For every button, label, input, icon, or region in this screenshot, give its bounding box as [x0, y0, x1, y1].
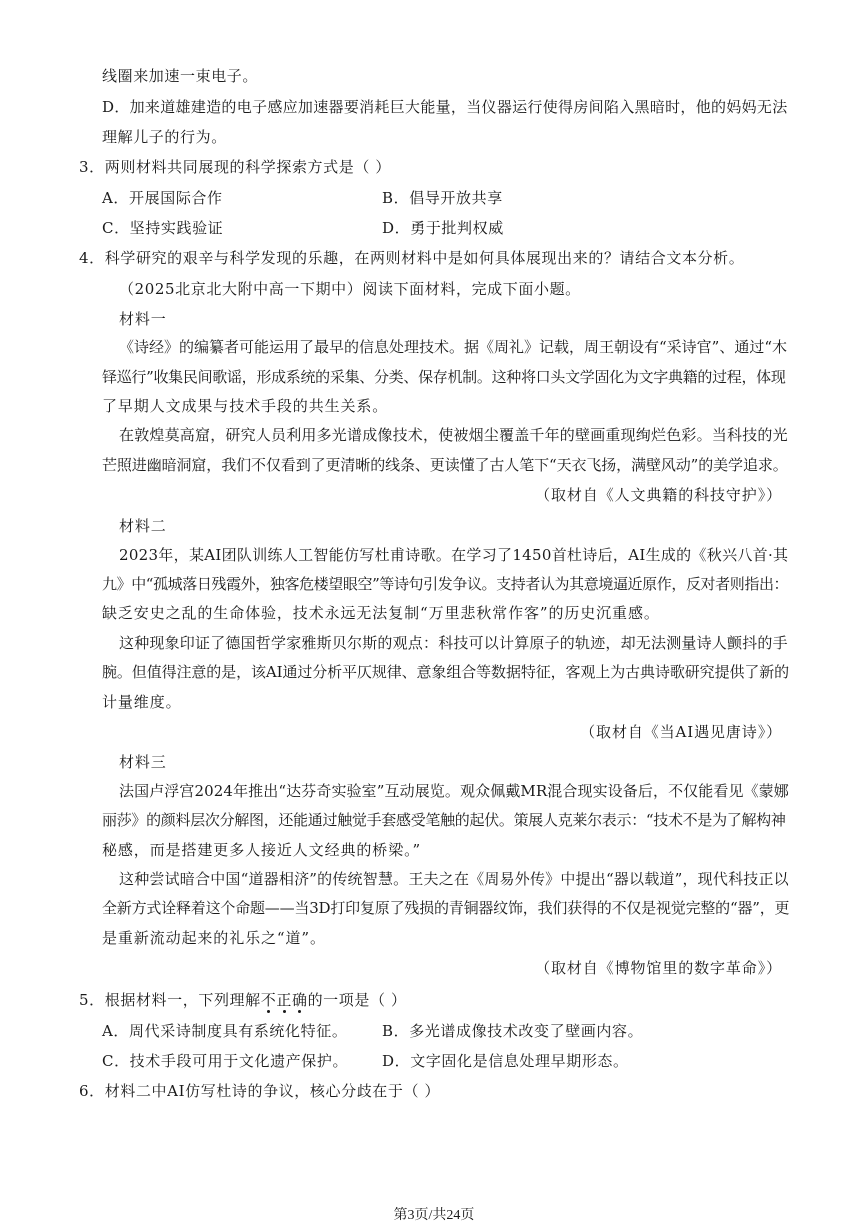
- material-2-line: 计量维度。: [102, 693, 182, 711]
- material-2-line: 九》中“孤城落日残霞外，独客危楼望眼空”等诗句引发争议。支持者认为其意境逼近原作，反对者则指出：: [102, 575, 789, 593]
- material-2-line: 这种现象印证了德国哲学家雅斯贝尔斯的观点：科技可以计算原子的轨迹，却无法测量诗人颤抖的手: [119, 634, 788, 652]
- q5-option-a: A．周代采诗制度具有系统化特征。: [102, 1022, 348, 1040]
- q5-stem: [79, 990, 407, 1010]
- q5-option-d: D．文字固化是信息处理早期形态。: [382, 1052, 629, 1070]
- material-3-line: 是重新流动起来的礼乐之“道”。: [102, 929, 326, 947]
- q5-option-c: C．技术手段可用于文化遗产保护。: [102, 1052, 349, 1070]
- material-3-source: （取材自《博物馆里的数字革命》）: [535, 959, 782, 977]
- material-2-line: 2023年，某AI团队训练人工智能仿写杜甫诗歌。在学习了1450首杜诗后，AI生成的《秋兴八首·其: [119, 546, 789, 564]
- material-1-line: 在敦煌莫高窟，研究人员利用多光谱成像技术，使被烟尘覆盖千年的壁画重现绚烂色彩。当科技的光: [119, 426, 788, 444]
- material-1-title: 材料一: [119, 310, 167, 328]
- page-number: 第3页/共24页: [393, 1208, 475, 1223]
- material-3-line: 全新方式诠释着这个命题——当3D打印复原了残损的青铜器纹饰，我们获得的不仅是视觉完整的“器”，更: [102, 899, 790, 917]
- emphasis-dot-char: 正: [276, 991, 292, 1009]
- material-1-line: 了早期人文成果与技术手段的共生关系。: [102, 397, 389, 415]
- material-3-line: 这种尝试暗合中国“道器相济”的传统智慧。王夫之在《周易外传》中提出“器以载道”，现代科技正以: [119, 870, 789, 888]
- emphasis-dot-char: 确: [291, 991, 308, 1009]
- q3-option-c: C．坚持实践验证: [102, 219, 224, 237]
- q5-stem-post: 的一项是（ ）: [307, 991, 407, 1009]
- material-2-title: 材料二: [119, 517, 167, 535]
- section-intro: （2025北京北大附中高一下期中）阅读下面材料，完成下面小题。: [119, 280, 581, 298]
- emphasis-dot-char: 不: [260, 991, 277, 1009]
- material-3-line: 秘感，而是搭建更多人接近人文经典的桥梁。”: [102, 841, 422, 859]
- q2-option-d-continued: 理解儿子的行为。: [102, 128, 227, 146]
- material-3-line: 丽莎》的颜料层次分解图，还能通过触觉手套感受笔触的起伏。策展人克莱尔表示：“技术不是为了解构神: [102, 811, 786, 829]
- carryover-line: 线圈来加速一束电子。: [102, 67, 259, 85]
- q4-stem: 4．科学研究的艰辛与科学发现的乐趣，在两则材料中是如何具体展现出来的？请结合文本分析。: [79, 249, 745, 267]
- material-2-source: （取材自《当AI遇见唐诗》）: [580, 723, 782, 741]
- q6-stem: 6．材料二中AI仿写杜诗的争议，核心分歧在于（ ）: [79, 1082, 441, 1100]
- material-3-line: 法国卢浮宫2024年推出“达芬奇实验室”互动展览。观众佩戴MR混合现实设备后，不仅能看见《蒙娜: [119, 782, 789, 800]
- material-1-line: 铎巡行”收集民间歌谣，形成系统的采集、分类、保存机制。这种将口头文学固化为文字典籍的过程，体现: [102, 368, 786, 386]
- material-1-line: 《诗经》的编纂者可能运用了最早的信息处理技术。据《周礼》记载，周王朝设有“采诗官”、通过“木: [119, 338, 788, 356]
- q3-option-d: D．勇于批判权威: [382, 219, 504, 237]
- material-1-source: （取材自《人文典籍的科技守护》）: [535, 486, 782, 504]
- q2-option-d: D．加来道雄建造的电子感应加速器要消耗巨大能量，当仪器运行使得房间陷入黑暗时，他的妈妈无法: [102, 98, 788, 116]
- material-2-line: 腕。但值得注意的是，该AI通过分析平仄规律、意象组合等数据特征，客观上为古典诗歌研究提供了新的: [102, 663, 790, 681]
- q5-option-b: B．多光谱成像技术改变了壁画内容。: [382, 1022, 644, 1040]
- material-1-line: 芒照进幽暗洞窟，我们不仅看到了更清晰的线条、更读懂了古人笔下“天衣飞扬，满壁风动”的美学追求。: [102, 456, 788, 474]
- material-3-title: 材料三: [119, 753, 167, 771]
- q5-stem-pre: 5．根据材料一，下列理解: [79, 991, 261, 1009]
- material-2-line: 缺乏安史之乱的生命体验，技术永远无法复制“万里悲秋常作客”的历史沉重感。: [102, 604, 660, 622]
- q3-stem: 3．两则材料共同展现的科学探索方式是（ ）: [79, 158, 391, 176]
- q3-option-a: A．开展国际合作: [102, 189, 223, 207]
- q3-option-b: B．倡导开放共享: [382, 189, 503, 207]
